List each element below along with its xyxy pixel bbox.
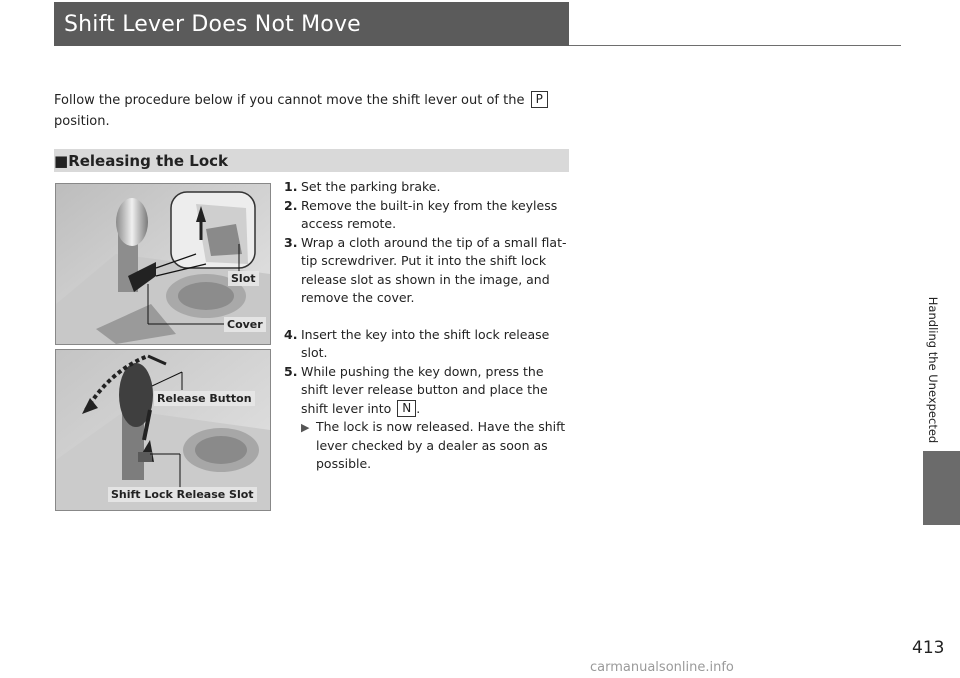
intro-text: Follow the procedure below if you cannot move the shift lever out of the [54, 93, 525, 108]
step-number: 5. [284, 363, 298, 379]
step-5-text: While pushing the key down, press the shift lever release button and place the shift lever into [301, 363, 548, 416]
title-rule [569, 45, 901, 46]
arrow-right-icon: ▶ [301, 421, 310, 434]
section-header [54, 149, 569, 172]
step-2 [284, 197, 574, 234]
substep-note [301, 418, 574, 474]
page-number: 413 [912, 638, 945, 658]
cover-callout: Cover [224, 317, 266, 332]
figure-release-button [55, 349, 271, 511]
page-title: Shift Lever Does Not Move [64, 11, 361, 37]
section-tab [923, 451, 960, 525]
step-text [301, 363, 574, 419]
neutral-key-icon: N [397, 400, 416, 417]
procedure-steps [284, 178, 574, 474]
title-bar [54, 2, 569, 46]
shift-lock-slot-callout: Shift Lock Release Slot [108, 487, 257, 502]
intro-suffix: position. [54, 114, 110, 129]
step-text: Insert the key into the shift lock release slot. [301, 326, 550, 360]
substep-text: The lock is now released. Have the shift lever checked by a dealer as soon as possible. [316, 419, 566, 471]
intro-paragraph [54, 90, 554, 132]
step-3 [284, 234, 574, 308]
section-heading: Releasing the Lock [68, 151, 229, 170]
slot-callout: Slot [228, 271, 259, 286]
park-key-icon: P [531, 91, 548, 108]
section-marker-icon: ■ [54, 151, 69, 170]
step-number: 1. [284, 179, 298, 194]
release-button-callout: Release Button [154, 391, 255, 406]
step-number: 4. [284, 326, 298, 342]
sidebar-section-text: Handling the Unexpected [926, 296, 940, 444]
step-text: Remove the built-in key from the keyless access remote. [301, 197, 558, 231]
step-number: 2. [284, 197, 298, 213]
step-5 [284, 363, 574, 419]
figure-slot-cover [55, 183, 271, 345]
step-4 [284, 326, 574, 363]
step-1 [284, 178, 574, 197]
watermark: carmanualsonline.info [590, 660, 734, 675]
sidebar-section-label [918, 290, 948, 450]
step-5-end: . [416, 400, 421, 416]
step-number: 3. [284, 234, 298, 250]
step-text: Wrap a cloth around the tip of a small flat-tip screwdriver. Put it into the shift lock release slot as shown in the image, and remove the cover. [301, 234, 567, 305]
step-text: Set the parking brake. [301, 179, 441, 194]
console-illustration-2 [56, 350, 270, 510]
